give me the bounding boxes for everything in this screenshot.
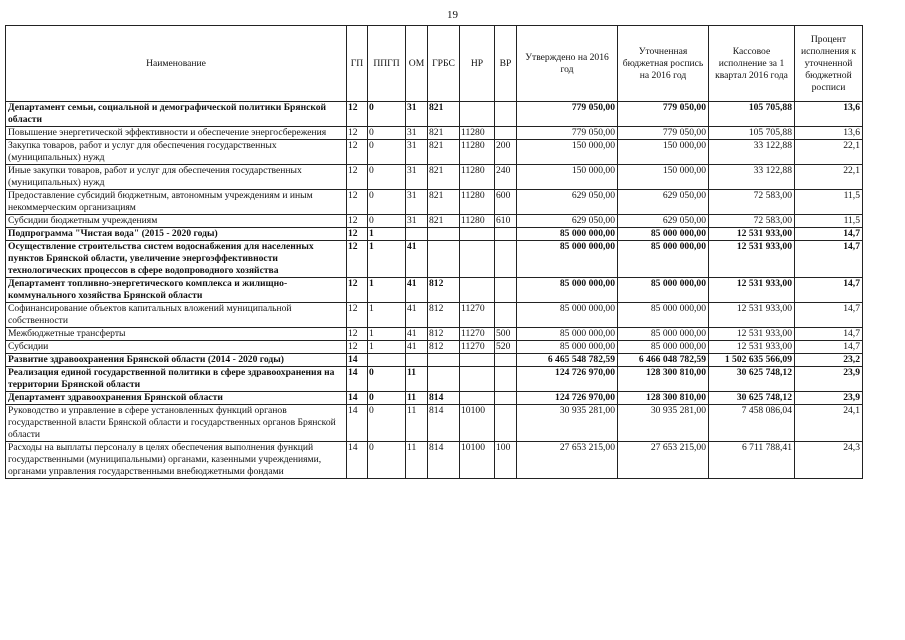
cell-refined: 6 466 048 782,59 (618, 354, 709, 367)
cell-approved: 629 050,00 (517, 215, 618, 228)
table-row (6, 228, 863, 241)
cell-name: Иные закупки товаров, работ и услуг для обеспечения государственных (муниципальных) нужд (6, 165, 347, 190)
cell-ppgp: 0 (368, 127, 406, 140)
header-grbs: ГРБС (428, 26, 460, 102)
cell-percent: 11,5 (795, 190, 863, 215)
table-row (6, 190, 863, 215)
table-row (6, 405, 863, 442)
cell-cash: 30 625 748,12 (709, 392, 795, 405)
table-row (6, 341, 863, 354)
header-gp: ГП (347, 26, 368, 102)
table-body (6, 102, 863, 479)
cell-grbs: 821 (428, 127, 460, 140)
cell-vr (495, 102, 517, 127)
header-vr: ВР (495, 26, 517, 102)
cell-nr: 11280 (460, 190, 495, 215)
table-row (6, 278, 863, 303)
cell-vr: 240 (495, 165, 517, 190)
cell-nr (460, 392, 495, 405)
cell-om: 31 (406, 215, 428, 228)
cell-grbs: 814 (428, 442, 460, 479)
cell-vr (495, 354, 517, 367)
cell-om: 11 (406, 392, 428, 405)
cell-ppgp: 0 (368, 215, 406, 228)
cell-refined: 150 000,00 (618, 165, 709, 190)
cell-grbs: 821 (428, 190, 460, 215)
cell-refined: 85 000 000,00 (618, 328, 709, 341)
cell-cash: 6 711 788,41 (709, 442, 795, 479)
cell-grbs: 814 (428, 405, 460, 442)
cell-percent: 23,9 (795, 392, 863, 405)
cell-gp: 12 (347, 190, 368, 215)
cell-om: 31 (406, 190, 428, 215)
cell-refined: 27 653 215,00 (618, 442, 709, 479)
table-row (6, 102, 863, 127)
cell-ppgp: 0 (368, 140, 406, 165)
cell-approved: 629 050,00 (517, 190, 618, 215)
cell-vr: 520 (495, 341, 517, 354)
header-om: ОМ (406, 26, 428, 102)
cell-gp: 14 (347, 367, 368, 392)
cell-approved: 150 000,00 (517, 165, 618, 190)
cell-gp: 14 (347, 392, 368, 405)
cell-gp: 12 (347, 241, 368, 278)
cell-percent: 24,3 (795, 442, 863, 479)
cell-gp: 12 (347, 127, 368, 140)
cell-approved: 85 000 000,00 (517, 228, 618, 241)
cell-cash: 30 625 748,12 (709, 367, 795, 392)
cell-om: 41 (406, 241, 428, 278)
table-row (6, 127, 863, 140)
cell-nr (460, 354, 495, 367)
cell-approved: 85 000 000,00 (517, 341, 618, 354)
cell-refined: 30 935 281,00 (618, 405, 709, 442)
cell-cash: 72 583,00 (709, 215, 795, 228)
cell-ppgp: 0 (368, 190, 406, 215)
cell-gp: 12 (347, 341, 368, 354)
cell-cash: 12 531 933,00 (709, 241, 795, 278)
cell-grbs: 812 (428, 303, 460, 328)
cell-vr (495, 278, 517, 303)
cell-gp: 14 (347, 442, 368, 479)
cell-nr (460, 241, 495, 278)
table-row (6, 392, 863, 405)
cell-om: 41 (406, 278, 428, 303)
cell-cash: 12 531 933,00 (709, 228, 795, 241)
cell-grbs: 821 (428, 140, 460, 165)
cell-gp: 14 (347, 354, 368, 367)
cell-ppgp: 1 (368, 278, 406, 303)
cell-vr (495, 127, 517, 140)
cell-grbs: 814 (428, 392, 460, 405)
budget-table (5, 25, 863, 479)
page-number: 19 (447, 9, 458, 21)
cell-approved: 124 726 970,00 (517, 392, 618, 405)
cell-percent: 24,1 (795, 405, 863, 442)
cell-grbs: 812 (428, 278, 460, 303)
cell-cash: 105 705,88 (709, 127, 795, 140)
cell-name: Департамент топливно-энергетического комплекса и жилищно-коммунального хозяйства Брянской области (6, 278, 347, 303)
cell-refined: 629 050,00 (618, 215, 709, 228)
table-row (6, 367, 863, 392)
cell-gp: 12 (347, 278, 368, 303)
cell-om: 11 (406, 405, 428, 442)
cell-ppgp: 0 (368, 367, 406, 392)
cell-cash: 33 122,88 (709, 140, 795, 165)
table-row (6, 442, 863, 479)
cell-cash: 7 458 086,04 (709, 405, 795, 442)
cell-gp: 12 (347, 102, 368, 127)
cell-grbs: 812 (428, 341, 460, 354)
cell-vr: 200 (495, 140, 517, 165)
cell-approved: 85 000 000,00 (517, 278, 618, 303)
cell-nr: 11280 (460, 165, 495, 190)
cell-name: Департамент семьи, социальной и демографической политики Брянской области (6, 102, 347, 127)
cell-gp: 12 (347, 215, 368, 228)
cell-vr (495, 241, 517, 278)
cell-approved: 6 465 548 782,59 (517, 354, 618, 367)
table-row (6, 165, 863, 190)
cell-ppgp: 1 (368, 341, 406, 354)
cell-om (406, 354, 428, 367)
cell-vr: 600 (495, 190, 517, 215)
cell-nr: 11270 (460, 303, 495, 328)
cell-percent: 23,2 (795, 354, 863, 367)
cell-gp: 12 (347, 140, 368, 165)
cell-percent: 14,7 (795, 228, 863, 241)
cell-nr: 10100 (460, 405, 495, 442)
cell-ppgp: 1 (368, 228, 406, 241)
cell-vr (495, 392, 517, 405)
cell-percent: 11,5 (795, 215, 863, 228)
cell-approved: 779 050,00 (517, 127, 618, 140)
cell-approved: 85 000 000,00 (517, 303, 618, 328)
header-name: Наименование (6, 26, 347, 102)
cell-refined: 85 000 000,00 (618, 278, 709, 303)
cell-nr: 10100 (460, 442, 495, 479)
table-row (6, 215, 863, 228)
cell-refined: 85 000 000,00 (618, 303, 709, 328)
cell-refined: 85 000 000,00 (618, 341, 709, 354)
cell-percent: 14,7 (795, 328, 863, 341)
cell-ppgp: 1 (368, 241, 406, 278)
cell-name: Расходы на выплаты персоналу в целях обеспечения выполнения функций государственными (муниципальными) органами, казенными учреждениями, органами управления государственными внебюджетными фондами (6, 442, 347, 479)
cell-name: Департамент здравоохранения Брянской области (6, 392, 347, 405)
cell-vr (495, 405, 517, 442)
cell-approved: 779 050,00 (517, 102, 618, 127)
cell-ppgp: 1 (368, 328, 406, 341)
cell-name: Подпрограмма "Чистая вода" (2015 - 2020 годы) (6, 228, 347, 241)
cell-name: Повышение энергетической эффективности и обеспечение энергосбережения (6, 127, 347, 140)
cell-refined: 128 300 810,00 (618, 392, 709, 405)
cell-vr: 610 (495, 215, 517, 228)
cell-cash: 12 531 933,00 (709, 341, 795, 354)
cell-name: Субсидии бюджетным учреждениям (6, 215, 347, 228)
cell-name: Реализация единой государственной политики в сфере здравоохранения на территории Брянской области (6, 367, 347, 392)
cell-cash: 1 502 635 566,09 (709, 354, 795, 367)
cell-percent: 22,1 (795, 165, 863, 190)
cell-cash: 72 583,00 (709, 190, 795, 215)
table-row (6, 354, 863, 367)
cell-om: 31 (406, 140, 428, 165)
cell-approved: 27 653 215,00 (517, 442, 618, 479)
cell-cash: 12 531 933,00 (709, 278, 795, 303)
cell-cash: 12 531 933,00 (709, 328, 795, 341)
cell-om: 31 (406, 102, 428, 127)
cell-ppgp: 1 (368, 303, 406, 328)
cell-nr (460, 278, 495, 303)
table-row (6, 328, 863, 341)
cell-om: 31 (406, 165, 428, 190)
header-approved: Утверждено на 2016 год (517, 26, 618, 102)
cell-nr: 11270 (460, 341, 495, 354)
cell-refined: 85 000 000,00 (618, 228, 709, 241)
cell-percent: 23,9 (795, 367, 863, 392)
cell-om: 41 (406, 303, 428, 328)
cell-approved: 124 726 970,00 (517, 367, 618, 392)
cell-om: 41 (406, 341, 428, 354)
cell-gp: 14 (347, 405, 368, 442)
cell-grbs (428, 354, 460, 367)
cell-name: Предоставление субсидий бюджетным, автономным учреждениям и иным некоммерческим организациям (6, 190, 347, 215)
table-row (6, 140, 863, 165)
cell-nr: 11280 (460, 215, 495, 228)
cell-name: Закупка товаров, работ и услуг для обеспечения государственных (муниципальных) нужд (6, 140, 347, 165)
cell-gp: 12 (347, 165, 368, 190)
cell-ppgp: 0 (368, 405, 406, 442)
cell-om: 41 (406, 328, 428, 341)
cell-grbs: 821 (428, 102, 460, 127)
cell-gp: 12 (347, 303, 368, 328)
cell-grbs: 821 (428, 215, 460, 228)
cell-om: 31 (406, 127, 428, 140)
cell-approved: 150 000,00 (517, 140, 618, 165)
header-refined: Уточненная бюджетная роспись на 2016 год (618, 26, 709, 102)
cell-name: Руководство и управление в сфере установленных функций органов государственной власти Брянской области и государственных органов Брянской области (6, 405, 347, 442)
cell-approved: 30 935 281,00 (517, 405, 618, 442)
cell-vr (495, 367, 517, 392)
header-ppgp: ППГП (368, 26, 406, 102)
cell-percent: 14,7 (795, 241, 863, 278)
cell-name: Межбюджетные трансферты (6, 328, 347, 341)
cell-percent: 22,1 (795, 140, 863, 165)
cell-percent: 14,7 (795, 303, 863, 328)
table-header-row (6, 26, 863, 102)
cell-refined: 128 300 810,00 (618, 367, 709, 392)
cell-ppgp: 0 (368, 165, 406, 190)
cell-om (406, 228, 428, 241)
cell-vr (495, 228, 517, 241)
cell-grbs (428, 228, 460, 241)
cell-ppgp: 0 (368, 392, 406, 405)
table-row (6, 303, 863, 328)
cell-nr: 11280 (460, 140, 495, 165)
cell-cash: 33 122,88 (709, 165, 795, 190)
cell-ppgp: 0 (368, 102, 406, 127)
cell-name: Субсидии (6, 341, 347, 354)
cell-grbs (428, 367, 460, 392)
cell-refined: 629 050,00 (618, 190, 709, 215)
cell-vr: 100 (495, 442, 517, 479)
cell-grbs (428, 241, 460, 278)
cell-cash: 12 531 933,00 (709, 303, 795, 328)
cell-ppgp (368, 354, 406, 367)
cell-cash: 105 705,88 (709, 102, 795, 127)
cell-percent: 13,6 (795, 127, 863, 140)
cell-nr: 11280 (460, 127, 495, 140)
cell-refined: 85 000 000,00 (618, 241, 709, 278)
cell-om: 11 (406, 442, 428, 479)
cell-percent: 14,7 (795, 278, 863, 303)
cell-grbs: 821 (428, 165, 460, 190)
cell-approved: 85 000 000,00 (517, 328, 618, 341)
cell-name: Осуществление строительства систем водоснабжения для населенных пунктов Брянской области, увеличение энергоэффективности технологических процессов в сфере водопроводного хозяйства (6, 241, 347, 278)
cell-gp: 12 (347, 228, 368, 241)
cell-nr (460, 367, 495, 392)
cell-percent: 14,7 (795, 341, 863, 354)
cell-ppgp: 0 (368, 442, 406, 479)
cell-name: Развитие здравоохранения Брянской области (2014 - 2020 годы) (6, 354, 347, 367)
cell-refined: 779 050,00 (618, 102, 709, 127)
cell-grbs: 812 (428, 328, 460, 341)
cell-name: Софинансирование объектов капитальных вложений муниципальной собственности (6, 303, 347, 328)
cell-vr (495, 303, 517, 328)
cell-vr: 500 (495, 328, 517, 341)
cell-nr (460, 102, 495, 127)
cell-approved: 85 000 000,00 (517, 241, 618, 278)
cell-nr: 11270 (460, 328, 495, 341)
cell-percent: 13,6 (795, 102, 863, 127)
cell-refined: 150 000,00 (618, 140, 709, 165)
header-nr: НР (460, 26, 495, 102)
header-percent: Процент исполнения к уточненной бюджетной росписи (795, 26, 863, 102)
cell-nr (460, 228, 495, 241)
cell-refined: 779 050,00 (618, 127, 709, 140)
cell-gp: 12 (347, 328, 368, 341)
table-row (6, 241, 863, 278)
header-cash: Кассовое исполнение за 1 квартал 2016 года (709, 26, 795, 102)
cell-om: 11 (406, 367, 428, 392)
